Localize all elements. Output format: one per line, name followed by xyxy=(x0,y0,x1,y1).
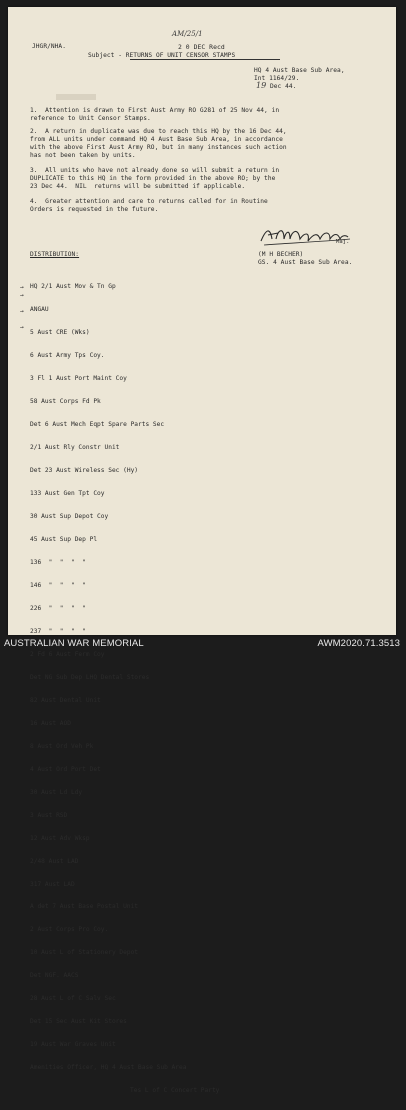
tick-mark: → xyxy=(20,283,24,291)
date-day-handwritten: 19 xyxy=(256,81,267,90)
distribution-item: 2 Aust Corps Pro Coy. xyxy=(30,926,109,934)
distribution-item: 237 " " " " xyxy=(30,627,86,635)
date-rest: Dec 44. xyxy=(270,83,297,90)
tick-mark: → xyxy=(20,291,24,299)
distribution-item: 136 " " " " xyxy=(30,558,86,566)
distribution-item: 16 Aust AOD xyxy=(30,719,71,727)
distribution-item: 82 Aust Dental Unit xyxy=(30,696,101,704)
distribution-item: Amenities Officer, HQ 4 Aust Base Sub Area xyxy=(30,1064,187,1072)
distribution-item: 2/1 Aust Rly Constr Unit xyxy=(30,444,120,452)
distribution-item: 5 Aust CRE (Wks) xyxy=(30,329,90,337)
distribution-item: Det NG Sub Dep LHQ Dental Stores xyxy=(30,673,150,681)
paragraph-3-line-1: 3. All units who have not already done so will submit a return in xyxy=(30,167,280,174)
accession-number: AWM2020.71.3513 xyxy=(317,638,400,649)
distribution-heading: DISTRIBUTION: xyxy=(30,251,80,258)
distribution-item: 133 Aust Gen Tpt Coy xyxy=(30,490,105,498)
tick-mark: → xyxy=(20,323,24,331)
subject-line: Subject - RETURNS OF UNIT CENSOR STAMPS xyxy=(88,52,236,59)
archive-footer xyxy=(0,637,406,651)
address-line-1: HQ 4 Aust Base Sub Area, xyxy=(254,67,345,74)
distribution-item: 58 Aust Corps Fd Pk xyxy=(30,398,101,406)
distribution-item: A det 7 Aust Base Postal Unit xyxy=(30,903,139,911)
paragraph-2-line-2: from ALL units under command HQ 4 Aust Base Sub Area, in accordance xyxy=(30,136,283,143)
distribution-item: HQ 2/1 Aust Mov & Tn Gp xyxy=(30,283,116,291)
distribution-item: 6 Aust Army Tps Coy. xyxy=(30,352,105,360)
distribution-item: 317 Aust LAD xyxy=(30,880,75,888)
distribution-item: Det 6 Aust Mech Eqpt Spare Parts Sec xyxy=(30,421,165,429)
distribution-item: 10 Aust L of Stationery Depot xyxy=(30,949,139,957)
distribution-item: 3 Aust RSD xyxy=(30,811,68,819)
distribution-item: Det 15 Sec Aust Kit Stores xyxy=(30,1018,127,1026)
paragraph-3-line-3: 23 Dec 44. NIL returns will be submitted if applicable. xyxy=(30,183,246,190)
distribution-item: 12 Aust Adv Wksp xyxy=(30,834,90,842)
distribution-item: 3 Fl 1 Aust Port Maint Coy xyxy=(30,375,127,383)
distribution-label xyxy=(30,251,79,259)
distribution-item: 45 Aust Sup Dep Pl xyxy=(30,535,98,543)
file-number-handwritten: AM/25/1 xyxy=(172,30,203,38)
address-line-2: Int 1164/29. xyxy=(254,75,300,82)
distribution-item: 30 Aust Sup Depot Coy xyxy=(30,513,109,520)
reference-code: JHGR/NHA. xyxy=(32,43,66,50)
paragraph-1-line-2: reference to Unit Censor Stamps. xyxy=(30,115,151,122)
distribution-item: ANGAU xyxy=(30,306,49,314)
paragraph-1-line-1: 1. Attention is drawn to First Aust Army RO G281 of 25 Nov 44, in xyxy=(30,107,280,114)
paragraph-2-line-3: with the above First Aust Army RO, but in many instances such action xyxy=(30,144,287,151)
distribution-list xyxy=(30,268,219,1110)
distribution-item: Det NGF. AACS xyxy=(30,972,79,980)
distribution-item: Tes L of C Concert Party xyxy=(130,1087,220,1095)
paragraph-2-line-4: has not been taken by units. xyxy=(30,152,136,159)
received-stamp: 2 0 DEC Recd xyxy=(178,43,225,51)
paragraph-2-line-1: 2. A return in duplicate was due to reach this HQ by the 16 Dec 44, xyxy=(30,128,287,135)
signer-name: (M H BECHER) xyxy=(258,251,304,258)
rank-maj: Maj. xyxy=(336,239,350,245)
distribution-item: 4 Aust Ord Port Det xyxy=(30,765,101,773)
paragraph-4-line-2: Orders is requested in the future. xyxy=(30,206,159,213)
distribution-item: 19 Aust War Graves Unit xyxy=(30,1041,116,1049)
paragraph-3-line-2: DUPLICATE to this HQ in the form provided in the above RO; by the xyxy=(30,175,276,182)
distribution-item: 146 " " " " xyxy=(30,581,86,589)
distribution-item: 2 Fd 6 Aust Ferm Coy xyxy=(30,650,105,658)
distribution-item: Det 23 Aust Wireless Sec (Hy) xyxy=(30,467,139,475)
institution-name: AUSTRALIAN WAR MEMORIAL xyxy=(4,638,144,649)
tick-mark: → xyxy=(20,307,24,315)
faded-marking xyxy=(56,94,96,100)
signer-title: GS. 4 Aust Base Sub Area. xyxy=(258,259,353,266)
distribution-item: 28 Aust L of C Salv Sec xyxy=(30,995,116,1003)
subject-underline xyxy=(130,59,280,60)
distribution-item: 226 " " " " xyxy=(30,604,86,612)
distribution-item: 8 Aust Ord Veh Pk xyxy=(30,742,94,750)
paragraph-4-line-1: 4. Greater attention and care to returns called for in Routine xyxy=(30,198,268,205)
distribution-item: 2/48 Aust LAD xyxy=(30,857,79,865)
distribution-item: 30 Aust Ld Ldy xyxy=(30,788,83,796)
